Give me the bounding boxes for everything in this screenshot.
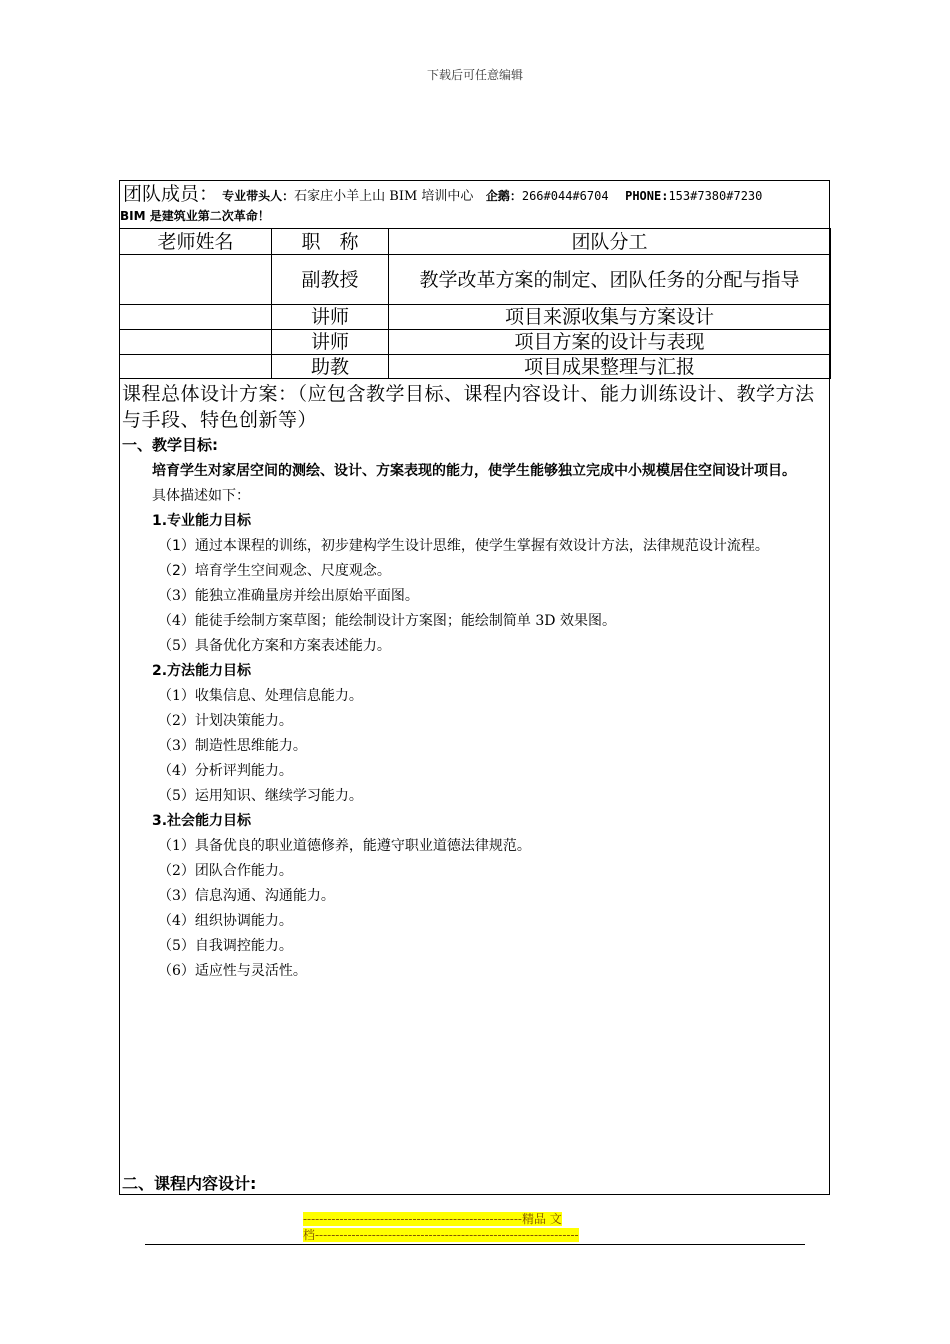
staff-table-header (120, 229, 831, 255)
list-item: （1）收集信息、处理信息能力。 (158, 688, 363, 704)
lead-value: 石家庄小羊上山 BIM 培训中心 (294, 189, 474, 204)
list-item: （2）计划决策能力。 (158, 713, 293, 729)
staff-table (119, 228, 831, 379)
list-item: （1）具备优良的职业道德修养，能遵守职业道德法律规范。 (158, 838, 531, 854)
qq-value: 266#044#6704 (521, 189, 609, 203)
teacher-name-cell (120, 255, 272, 305)
list-item: （3）信息沟通、沟通能力。 (158, 888, 335, 904)
teacher-title-cell: 助教 (272, 355, 389, 379)
footer-line-1: ------------------------------------------------------精品 文 (303, 1212, 562, 1226)
teacher-duty-cell: 教学改革方案的制定、团队任务的分配与指导 (389, 255, 831, 305)
list-item: （5）自我调控能力。 (158, 938, 293, 954)
list-item: （1）通过本课程的训练，初步建构学生设计思维，使学生掌握有效设计方法，法律规范设计流程。 (158, 538, 769, 554)
table-row (120, 255, 831, 305)
teacher-duty-cell: 项目成果整理与汇报 (389, 355, 831, 379)
list-item: （5）运用知识、继续学习能力。 (158, 788, 363, 804)
teacher-name-cell (120, 305, 272, 330)
table-row (120, 355, 831, 379)
goal-lead-paragraph: 培育学生对家居空间的测绘、设计、方案表现的能力，使学生能够独立完成中小规模居住空间设计项目。 (152, 463, 796, 479)
list-item: （2）团队合作能力。 (158, 863, 293, 879)
pro-ability-title: 1.专业能力目标 (152, 513, 252, 529)
list-item: （3）能独立准确量房并绘出原始平面图。 (158, 588, 419, 604)
footer-divider (145, 1244, 805, 1245)
teacher-title-cell: 副教授 (272, 255, 389, 305)
phone-label: PHONE: (625, 189, 669, 203)
list-item: （4）分析评判能力。 (158, 763, 293, 779)
table-row (120, 330, 831, 355)
teaching-goals-section (120, 433, 831, 984)
list-item: （6）适应性与灵活性。 (158, 963, 307, 979)
header-title: 职 称 (272, 229, 389, 255)
header-note: 下载后可任意编辑 (426, 68, 523, 82)
list-item: （3）制造性思维能力。 (158, 738, 307, 754)
teacher-duty-cell: 项目来源收集与方案设计 (389, 305, 831, 330)
teacher-title-cell: 讲师 (272, 305, 389, 330)
lead-label: 专业带头人： (222, 189, 295, 203)
teacher-duty-cell: 项目方案的设计与表现 (389, 330, 831, 355)
section-heading-content-design: 二、课程内容设计: (122, 1174, 257, 1193)
list-item: （4）能徒手绘制方案草图；能绘制设计方案图；能绘制简单 3D 效果图。 (158, 613, 616, 629)
table-row (120, 305, 831, 330)
section-heading-goals: 一、教学目标: (122, 436, 218, 454)
team-info-line (123, 183, 762, 208)
header-duty: 团队分工 (389, 229, 831, 255)
footer-line-2: 档----------------------------------------------------------------- (303, 1228, 579, 1242)
teacher-name-cell (120, 330, 272, 355)
teacher-name-cell (120, 355, 272, 379)
list-item: （4）组织协调能力。 (158, 913, 293, 929)
method-ability-title: 2.方法能力目标 (152, 663, 252, 679)
team-label: 团队成员： (123, 183, 219, 205)
qq-label: 企鹅： (485, 189, 522, 203)
header-teacher-name: 老师姓名 (120, 229, 272, 255)
plan-title: 课程总体设计方案：（应包含教学目标、课程内容设计、能力训练设计、教学方法与手段、特色创新等） (122, 383, 815, 431)
social-ability-title: 3.社会能力目标 (152, 813, 252, 829)
list-item: （5）具备优化方案和方案表述能力。 (158, 638, 391, 654)
list-item: （2）培育学生空间观念、尺度观念。 (158, 563, 391, 579)
phone-value: 153#7380#7230 (668, 189, 763, 203)
document-box (119, 180, 830, 1195)
teacher-title-cell: 讲师 (272, 330, 389, 355)
footer-watermark (303, 1211, 643, 1243)
goal-intro: 具体描述如下： (152, 488, 250, 504)
slogan: BIM 是建筑业第二次革命！ (120, 209, 270, 223)
